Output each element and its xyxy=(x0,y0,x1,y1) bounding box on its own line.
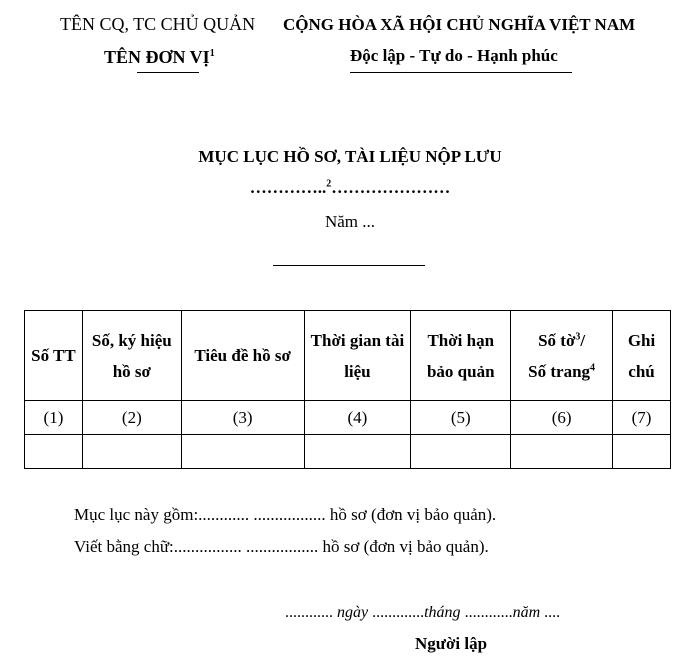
header-retention xyxy=(411,311,511,401)
summary-words-line: Viết bằng chữ:................ ................. hồ sơ (đơn vị bảo quản). xyxy=(74,537,489,556)
date-day-label: ngày xyxy=(337,604,369,621)
column-number: (1) xyxy=(25,401,83,435)
table-cell xyxy=(181,435,304,469)
footnote-marker-4: 4 xyxy=(590,361,596,373)
date-year-label: năm xyxy=(512,604,541,621)
header-record-title xyxy=(181,311,304,401)
date-dots: .... xyxy=(540,604,561,621)
column-number: (4) xyxy=(304,401,411,435)
date-dots: ............ xyxy=(285,604,337,621)
year-line: Năm ... xyxy=(324,212,376,231)
table-cell xyxy=(25,435,83,469)
column-number: (6) xyxy=(511,401,613,435)
header-record-code-line1: Số, ký hiệu xyxy=(91,330,172,350)
header-notes xyxy=(613,311,671,401)
date-dots: ............. xyxy=(368,604,425,621)
column-number: (5) xyxy=(411,401,511,435)
document-subtitle-dots xyxy=(0,178,700,198)
header-sheets-slash: / xyxy=(580,330,586,350)
header-record-code-line2: hồ sơ xyxy=(112,361,151,381)
header-doc-time-line1: Thời gian tài xyxy=(310,330,405,350)
header-pages-text: Số trang xyxy=(528,361,591,381)
footnote-marker-3: 3 xyxy=(575,330,581,342)
records-table xyxy=(24,310,671,469)
dots-right: ………………… xyxy=(331,178,451,197)
header-record-title-text: Tiêu đề hồ sơ xyxy=(194,346,291,365)
national-title: CỘNG HÒA XÃ HỘI CHỦ NGHĨA VIỆT NAM xyxy=(283,15,636,34)
summary-count-line: Mục lục này gồm:............ ................. hồ sơ (đơn vị bảo quản). xyxy=(74,505,497,524)
header-notes-line1: Ghi xyxy=(627,330,656,350)
header-record-code xyxy=(82,311,181,401)
column-number: (7) xyxy=(613,401,671,435)
header-serial-text: Số TT xyxy=(31,346,76,365)
dots-left: ………….. xyxy=(249,178,327,197)
year-separator xyxy=(273,265,425,266)
parent-org-name: TÊN CQ, TC CHỦ QUẢN xyxy=(60,14,256,34)
header-retention-line1: Thời hạn xyxy=(427,330,495,350)
unit-name-text: TÊN ĐƠN VỊ xyxy=(104,47,210,67)
date-month-label: tháng xyxy=(424,604,461,621)
header-sheets-pages xyxy=(511,311,613,401)
table-cell xyxy=(613,435,671,469)
header-doc-time xyxy=(304,311,411,401)
date-line xyxy=(285,604,560,622)
header-sheets-text: Số tờ xyxy=(538,330,576,350)
header-doc-time-line2: liệu xyxy=(344,361,371,381)
date-dots: ............ xyxy=(460,604,513,621)
header-serial xyxy=(25,311,83,401)
column-number-row xyxy=(25,401,671,435)
signer-label: Người lập xyxy=(415,634,488,653)
table-header-row xyxy=(25,311,671,401)
header-notes-line2: chú xyxy=(628,361,655,381)
column-number: (2) xyxy=(82,401,181,435)
footnote-marker-2: 2 xyxy=(326,178,332,190)
table-row xyxy=(25,435,671,469)
header-retention-line2: bảo quản xyxy=(426,361,495,381)
table-cell xyxy=(411,435,511,469)
unit-name xyxy=(104,47,215,68)
footnote-marker-1: 1 xyxy=(209,48,215,59)
national-motto: Độc lập - Tự do - Hạnh phúc xyxy=(350,46,558,65)
table-cell xyxy=(511,435,613,469)
unit-name-underline xyxy=(137,72,199,73)
table-cell xyxy=(304,435,411,469)
table-cell xyxy=(82,435,181,469)
document-title: MỤC LỤC HỒ SƠ, TÀI LIỆU NỘP LƯU xyxy=(198,147,502,166)
national-motto-underline xyxy=(350,72,572,73)
column-number: (3) xyxy=(181,401,304,435)
